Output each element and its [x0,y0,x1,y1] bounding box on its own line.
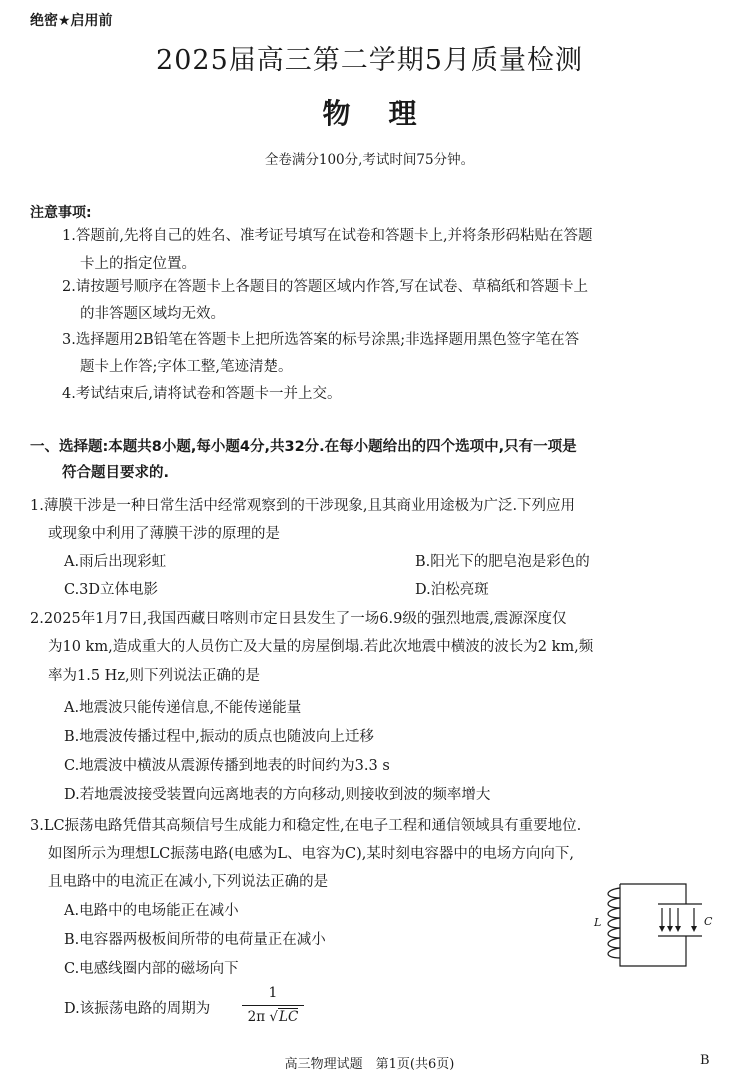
q3-option-c: C.电感线圈内部的磁场向下 [64,961,239,977]
notice-line: 的非答题区域均无效。 [80,306,225,322]
q3-option-d: D.该振荡电路的周期为 [64,1001,211,1017]
notice-line: 1.答题前,先将自己的姓名、准考证号填写在试卷和答题卡上,并将条形码粘贴在答题 [62,228,593,244]
page-footer: 高三物理试题 第1页(共6页) [284,1057,455,1072]
notices-title: 注意事项: [30,205,92,221]
formula-denominator [238,1009,308,1025]
q3-option-a: A.电路中的电场能正在减小 [64,903,239,919]
confidential-label: 绝密★启用前 [30,13,113,29]
formula-numerator: 1 [268,985,278,1001]
inductor-label: L [594,916,602,929]
notice-line: 2.请按题号顺序在答题卡上各题目的答题区域内作答,写在试卷、草稿纸和答题卡上 [62,279,588,295]
formula-root-lc: LC [279,1009,299,1025]
q2-option-a: A.地震波只能传递信息,不能传递能量 [64,700,302,716]
q1-option-a: A.雨后出现彩虹 [64,554,167,570]
exam-title: 2025届高三第二学期5月质量检测 [156,45,583,76]
capacitor-label: C [704,915,713,928]
q2-option-d: D.若地震波接受装置向远离地表的方向移动,则接收到波的频率增大 [64,787,491,803]
q2-stem-cont: 为10 km,造成重大的人员伤亡及大量的房屋倒塌.若此次地震中横波的波长为2 km,频 [48,639,594,655]
section-heading-cont: 符合题目要求的. [62,465,170,481]
formula-two-pi: 2π [247,1009,266,1025]
fraction-bar [242,1005,304,1006]
q3-option-b: B.电容器两极板间所带的电荷量正在减小 [64,932,326,948]
q3-stem: 3.LC振荡电路凭借其高频信号生成能力和稳定性,在电子工程和通信领域具有重要地位. [30,818,582,834]
sqrt-sign: √ [269,1009,279,1025]
section-heading: 一、选择题:本题共8小题,每小题4分,共32分.在每小题给出的四个选项中,只有一项是 [30,439,577,455]
notice-line: 4.考试结束后,请将试卷和答题卡一并上交。 [62,386,342,402]
paper-version: B [700,1053,710,1068]
period-formula [238,985,308,1035]
q1-option-b: B.阳光下的肥皂泡是彩色的 [415,554,590,570]
q1-option-c: C.3D立体电影 [64,582,159,598]
q1-stem: 1.薄膜干涉是一种日常生活中经常观察到的干涉现象,且其商业用途极为广泛.下列应用 [30,498,576,514]
q3-stem-cont: 且电路中的电流正在减小,下列说法正确的是 [48,874,329,890]
q1-option-d: D.泊松亮斑 [415,582,489,598]
lc-circuit-diagram [592,880,714,972]
score-note: 全卷满分100分,考试时间75分钟。 [264,152,475,168]
q2-option-b: B.地震波传播过程中,振动的质点也随波向上迁移 [64,729,374,745]
notice-line: 3.选择题用2B铅笔在答题卡上把所选答案的标号涂黑;非选择题用黑色签字笔在答 [62,332,580,348]
q3-stem-cont: 如图所示为理想LC振荡电路(电感为L、电容为C),某时刻电容器中的电场方向向下, [48,846,574,862]
notice-line: 卡上的指定位置。 [80,256,196,272]
q2-option-c: C.地震波中横波从震源传播到地表的时间约为3.3 s [64,758,390,774]
subject-title: 物理 [322,97,455,130]
q2-stem: 2.2025年1月7日,我国西藏日喀则市定日县发生了一场6.9级的强烈地震,震源深度仅 [30,611,567,627]
q2-stem-cont: 率为1.5 Hz,则下列说法正确的是 [48,668,261,684]
q1-stem-cont: 或现象中利用了薄膜干涉的原理的是 [48,526,280,542]
notice-line: 题卡上作答;字体工整,笔迹清楚。 [80,359,293,375]
